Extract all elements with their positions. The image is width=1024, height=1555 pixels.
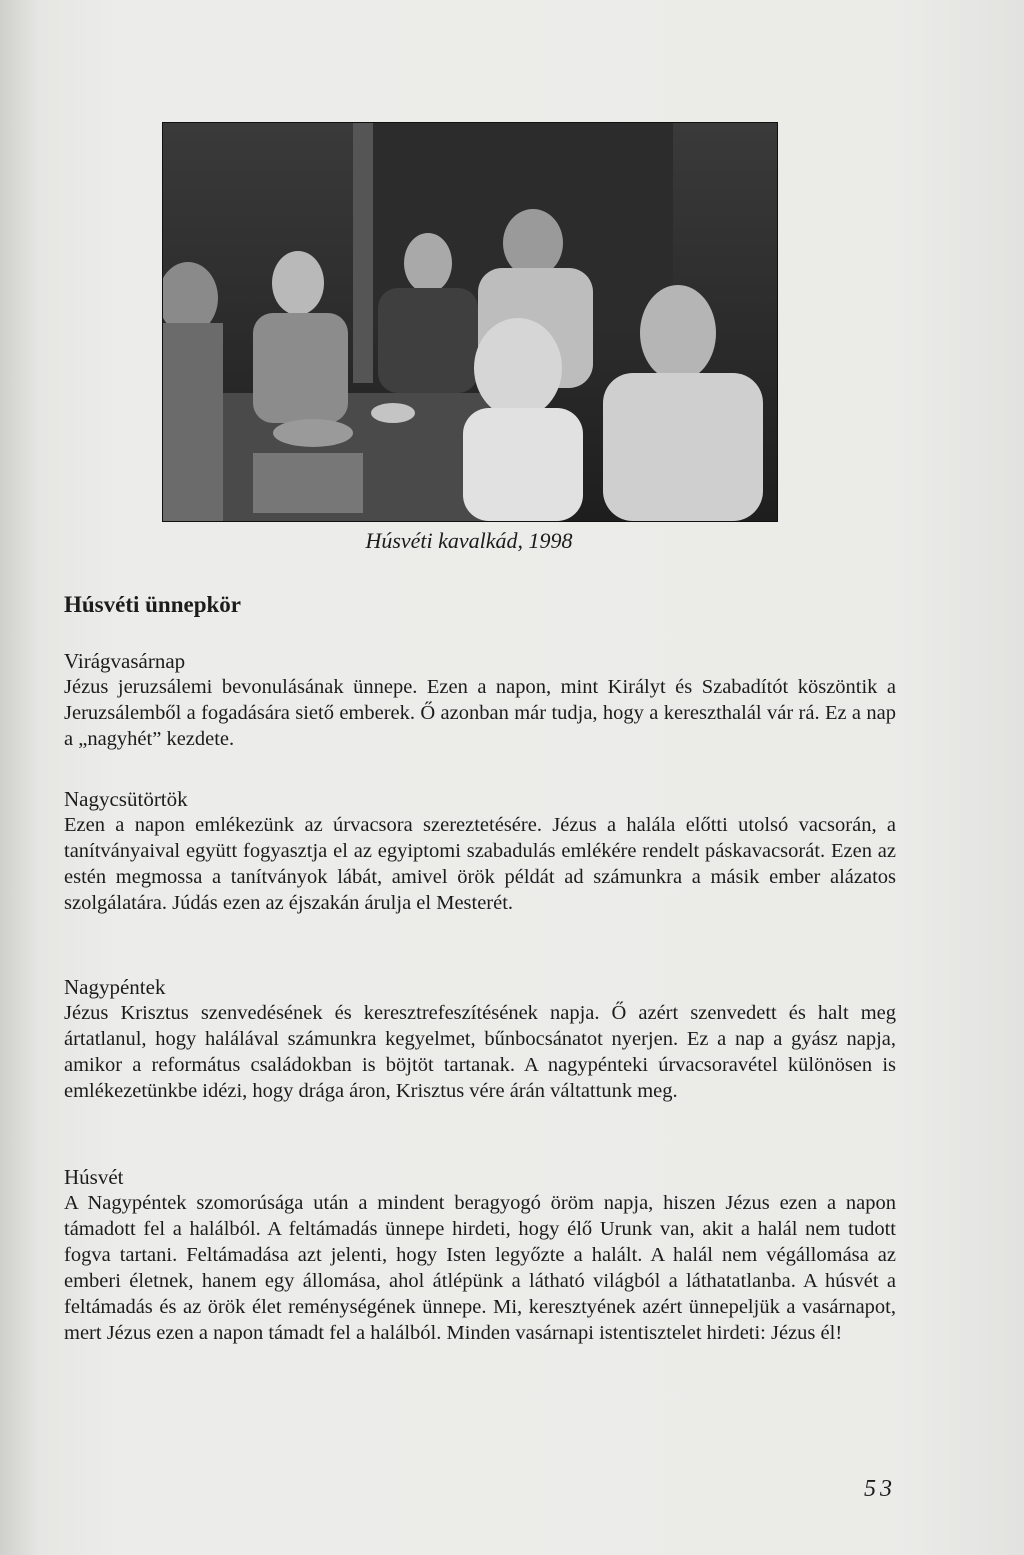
section-husvet (64, 1164, 896, 1346)
page-heading: Húsvéti ünnepkör (64, 592, 242, 617)
section-title: Húsvét (64, 1165, 124, 1189)
section-viragvasarnap (64, 648, 896, 752)
section-text: Jézus Krisztus szenvedésének és keresztrefeszítésének napja. Ő azért szenvedett és halt meg ártatlanul, hogy halálával számunkra kegyelmet, bűnbocsánatot nyerjen. Ez a nap a gyász napja, amikor a református családokban is böjtöt tartanak. A nagypénteki úrvacsoravétel különösen is emlékezetünkbe idézi, hogy drága áron, Krisztus vére árán váltattunk meg. (64, 1002, 896, 1102)
section-title: Nagypéntek (64, 975, 166, 999)
photo-illustration (163, 123, 777, 521)
group-photo (162, 122, 778, 522)
section-nagycsutortok (64, 786, 896, 916)
section-text: Ezen a napon emlékezünk az úrvacsora szereztetésére. Jézus a halála előtti utolsó vacsorán, a tanítványaival együtt fogyasztja el az egyiptomi szabadulás emlékére rendelt páskavacsorát. Ezen az estén megmossa a tanítványok lábát, amivel örök példát ad számunkra a másik ember alázatos szolgálatára. Júdás ezen az éjszakán árulja el Mesterét. (64, 814, 896, 914)
photo-caption: Húsvéti kavalkád, 1998 (365, 528, 573, 553)
section-title: Nagycsütörtök (64, 787, 188, 811)
section-nagypentek (64, 974, 896, 1104)
section-title: Virágvasárnap (64, 649, 186, 673)
section-text: A Nagypéntek szomorúsága után a mindent beragyogó öröm napja, hiszen Jézus ezen a napon támadott fel a halálból. A feltámadás ünnepe hirdeti, hogy élő Urunk van, akit a halál nem tudott fogva tartani. Feltámadása azt jelenti, hogy Isten legyőzte a halált. A halál nem végállomása az emberi életnek, hanem egy állomása, ahol átlépünk a látható világból a láthatatlanba. A húsvét a feltámadás és az örök élet reménységének ünnepe. Mi, keresztyének azért ünnepeljük a vasárnapot, mert Jézus ezen a napon támadt fel a halálból. Minden vasárnapi istentisztelet hirdeti: Jézus él! (64, 1192, 896, 1344)
section-text: Jézus jeruzsálemi bevonulásának ünnepe. Ezen a napon, mint Királyt és Szabadítót köszöntik a Jeruzsálemből a fogadására siető emberek. Ő azonban már tudja, hogy a kereszthalál vár rá. Ez a nap a „nagyhét” kezdete. (64, 676, 896, 750)
page-number: 53 (864, 1476, 896, 1502)
